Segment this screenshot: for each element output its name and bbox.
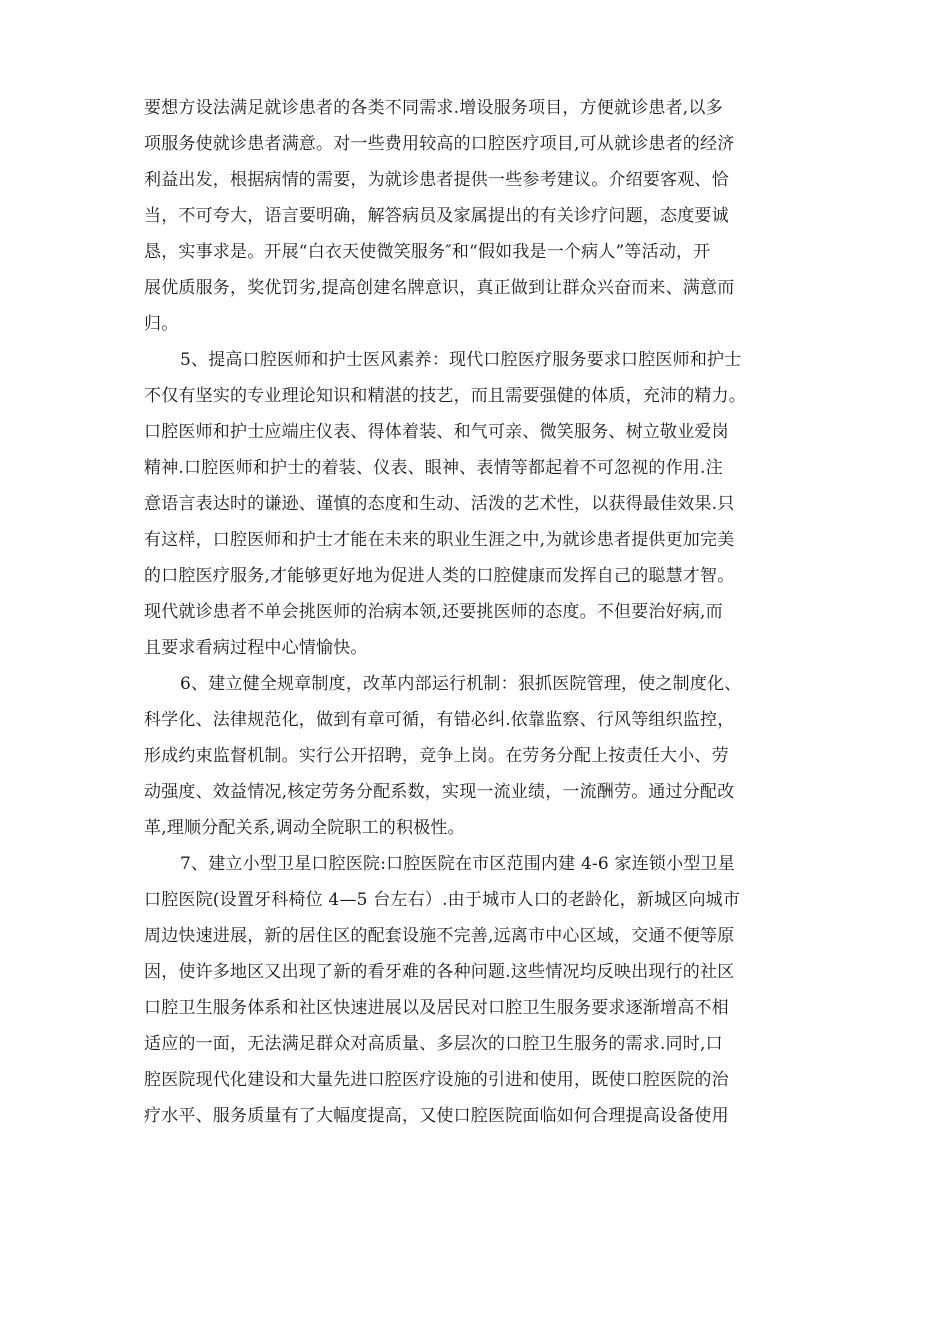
- text-line: 疗水平、服务质量有了大幅度提高，又使口腔医院面临如何合理提高设备使用: [144, 1106, 729, 1126]
- text-line: 有这样，口腔医师和护士才能在未来的职业生涯之中,为就诊患者提供更加完美: [144, 530, 735, 550]
- text-line: 恳，实事求是。开展“白衣天使微笑服务″和“假如我是一个病人”等活动，开: [144, 242, 711, 262]
- text-line: 当，不可夸大，语言要明确，解答病员及家属提出的有关诊疗问题，态度要诚: [144, 206, 729, 226]
- text-line: 形成约束监督机制。实行公开招聘，竞争上岗。在劳务分配上按责任大小、劳: [144, 746, 729, 766]
- text-line: 不仅有坚实的专业理论知识和精湛的技艺，而且需要强健的体质，充沛的精力。: [144, 386, 746, 406]
- text-line: 展优质服务，奖优罚劣,提高创建名牌意识，真正做到让群众兴奋而来、满意而: [144, 278, 735, 298]
- text-line: 科学化、法律规范化，做到有章可循，有错必纠.依靠监察、行风等组织监控，: [144, 710, 735, 730]
- paragraph-6-heading-line: 6、建立健全规章制度，改革内部运行机制：狠抓医院管理，使之制度化、: [180, 674, 742, 694]
- paragraph-5-heading-line: 5、提高口腔医师和护士医风素养：现代口腔医疗服务要求口腔医师和护士: [180, 350, 742, 370]
- text-line: 项服务使就诊患者满意。对一些费用较高的口腔医疗项目,可从就诊患者的经济: [144, 134, 735, 154]
- text-line: 腔医院现代化建设和大量先进口腔医疗设施的引进和使用，既使口腔医院的治: [144, 1070, 729, 1090]
- text-line: 口腔卫生服务体系和社区快速进展以及居民对口腔卫生服务要求逐渐增高不相: [144, 998, 729, 1018]
- text-line: 革,理顺分配关系,调动全院职工的积极性。: [144, 818, 465, 838]
- text-line: 利益出发，根据病情的需要，为就诊患者提供一些参考建议。介绍要客观、恰: [144, 170, 729, 190]
- text-line: 精神.口腔医师和护士的着装、仪表、眼神、表情等都起着不可忽视的作用.注: [144, 458, 723, 478]
- text-line: 意语言表达时的谦逊、谨慎的态度和生动、活泼的艺术性，以获得最佳效果.只: [144, 494, 735, 514]
- text-line: 适应的一面，无法满足群众对高质量、多层次的口腔卫生服务的需求.同时,口: [144, 1034, 723, 1054]
- paragraph-7-heading-line: 7、建立小型卫星口腔医院:口腔医院在市区范围内建 4-6 家连锁小型卫星: [180, 854, 735, 874]
- text-line: 的口腔医疗服务,才能够更好地为促进人类的口腔健康而发挥自己的聪慧才智。: [144, 566, 735, 586]
- text-line: 口腔医院(设置牙科椅位 4—5 台左右）.由于城市人口的老龄化，新城区向城市: [144, 890, 741, 910]
- text-line: 周边快速进展，新的居住区的配套设施不完善,远离市中心区域，交通不便等原: [144, 926, 735, 946]
- text-line: 因，使许多地区又出现了新的看牙难的各种问题.这些情况均反映出现行的社区: [144, 962, 735, 982]
- text-line: 归。: [144, 314, 179, 334]
- text-line: 动强度、效益情况,核定劳务分配系数，实现一流业绩，一流酬劳。通过分配改: [144, 782, 735, 802]
- text-line: 口腔医师和护士应端庄仪表、得体着装、和气可亲、微笑服务、树立敬业爱岗: [144, 422, 729, 442]
- text-line: 现代就诊患者不单会挑医师的治病本领,还要挑医师的态度。不但要治好病,而: [144, 602, 723, 622]
- text-line: 要想方设法满足就诊患者的各类不同需求.增设服务项目，方便就诊患者,以多: [144, 98, 723, 118]
- text-line: 且要求看病过程中心情愉快。: [144, 638, 368, 658]
